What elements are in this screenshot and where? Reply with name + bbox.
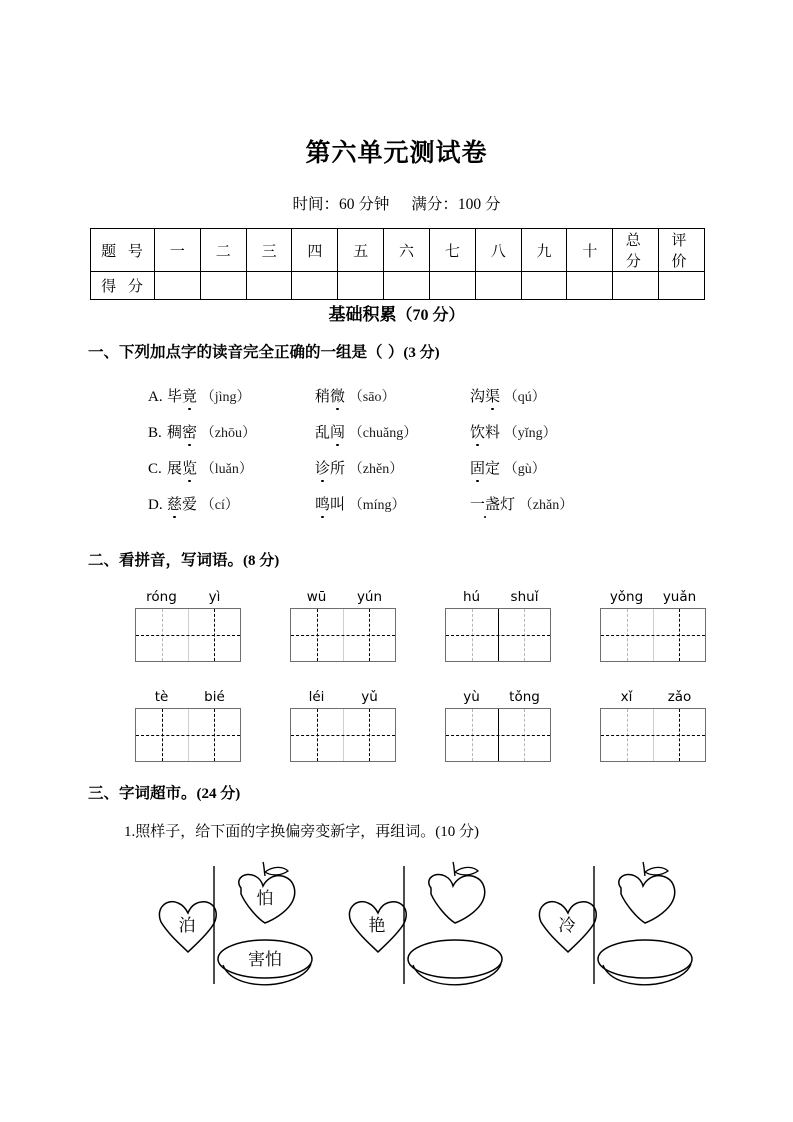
radical-swap-illustration-1	[145, 860, 335, 995]
pinyin-grid-group-7	[445, 689, 551, 762]
table-cell-col-5: 五	[338, 229, 384, 272]
score-cell-8[interactable]	[475, 272, 521, 300]
question-3-text: 三、字词超市。	[88, 784, 197, 802]
pinyin-grid-group-6	[290, 689, 396, 762]
grid-horizontal-line	[136, 635, 240, 636]
score-cell-5[interactable]	[338, 272, 384, 300]
writing-grid-8[interactable]	[600, 708, 706, 762]
choice-b-item-2: 乱闯 （chuǎng）	[315, 421, 470, 442]
choice-d-item-2: 鸣叫 （míng）	[315, 493, 470, 514]
pinyin-label-2: wū yún	[306, 589, 383, 605]
table-cell-col-2: 二	[200, 229, 246, 272]
page-title: 第六单元测试卷	[305, 138, 488, 167]
writing-grid-3[interactable]	[445, 608, 551, 662]
score-cell-2[interactable]	[200, 272, 246, 300]
oval-shape-2	[408, 940, 502, 978]
pinyin-grid-group-2	[290, 589, 396, 662]
grid-horizontal-line	[601, 735, 705, 736]
heart-character-3: 冷	[558, 916, 576, 936]
choice-c-item-2: 诊所 （zhěn）	[315, 457, 470, 478]
choice-option-d[interactable]	[148, 493, 748, 514]
choice-option-a[interactable]	[148, 385, 748, 406]
grid-horizontal-line	[601, 635, 705, 636]
question-2-text: 二、看拼音，写词语。	[88, 551, 244, 569]
oval-shape-3	[598, 940, 692, 978]
row-label-question-number: 题 号	[91, 229, 155, 272]
apple-stem-3	[643, 862, 645, 876]
full-score-label: 满分：100 分	[411, 196, 501, 213]
exam-meta	[0, 192, 793, 214]
table-cell-col-3: 三	[246, 229, 292, 272]
table-cell-col-10: 十	[567, 229, 613, 272]
pinyin-grid-group-4	[600, 589, 706, 662]
choice-c-item-3: 固定 （gù）	[470, 457, 546, 478]
question-3-sub-1: 1.照样子，给下面的字换偏旁变新字，再组词。(10 分)	[124, 824, 479, 840]
section-banner-basics	[0, 300, 793, 325]
pinyin-label-8: xǐ zǎo	[620, 689, 692, 705]
pinyin-label-3: hú shuǐ	[462, 589, 539, 605]
apple-character-1: 怕	[256, 889, 274, 909]
apple-stem-1	[263, 862, 265, 876]
writing-grid-6[interactable]	[290, 708, 396, 762]
score-cell-7[interactable]	[429, 272, 475, 300]
table-cell-col-9: 九	[521, 229, 567, 272]
pinyin-label-1: róng yì	[146, 589, 221, 605]
score-table	[90, 228, 705, 300]
grid-horizontal-line	[446, 635, 550, 636]
choice-d-item-1: 慈爱 （cí）	[167, 493, 315, 514]
heart-character-2: 艳	[368, 916, 386, 936]
choice-letter-c: C.	[148, 461, 162, 477]
table-cell-col-8: 八	[475, 229, 521, 272]
radical-swap-group-3	[525, 860, 715, 995]
apple-shape-3	[619, 874, 675, 923]
score-cell-4[interactable]	[292, 272, 338, 300]
pinyin-grid-group-8	[600, 689, 706, 762]
question-1-text: 一、下列加点字的读音完全正确的一组是（ ）	[88, 343, 404, 361]
question-3-heading	[88, 781, 240, 803]
choice-c-item-1: 展览 （luǎn）	[167, 457, 315, 478]
table-cell-col-1: 一	[155, 229, 201, 272]
writing-grid-7[interactable]	[445, 708, 551, 762]
table-row-question-numbers	[91, 229, 705, 272]
choice-a-item-1: 毕竟 （jìng）	[167, 385, 315, 406]
grid-horizontal-line	[291, 635, 395, 636]
apple-leaf-1	[265, 867, 288, 875]
choice-b-item-3: 饮料 （yǐng）	[470, 421, 557, 442]
table-cell-evaluation: 评 价	[659, 229, 705, 272]
radical-swap-illustration-3	[525, 860, 715, 995]
radical-swap-illustration-2	[335, 860, 525, 995]
score-cell-3[interactable]	[246, 272, 292, 300]
choice-letter-d: D.	[148, 497, 163, 513]
pinyin-grid-group-1	[135, 589, 241, 662]
choice-a-item-3: 沟渠 （qú）	[470, 385, 546, 406]
apple-leaf-3	[645, 867, 668, 875]
score-cell-1[interactable]	[155, 272, 201, 300]
score-cell-evaluation[interactable]	[659, 272, 705, 300]
writing-grid-1[interactable]	[135, 608, 241, 662]
question-2-points: (8 分)	[243, 553, 280, 569]
grid-horizontal-line	[446, 735, 550, 736]
choice-letter-b: B.	[148, 425, 162, 441]
choice-option-c[interactable]	[148, 457, 748, 478]
choice-letter-a: A.	[148, 389, 163, 405]
row-label-score: 得 分	[91, 272, 155, 300]
writing-grid-2[interactable]	[290, 608, 396, 662]
question-3-points: (24 分)	[196, 786, 241, 802]
writing-grid-5[interactable]	[135, 708, 241, 762]
section-banner-points: （70 分）	[396, 307, 465, 324]
choice-option-b[interactable]	[148, 421, 748, 442]
score-cell-10[interactable]	[567, 272, 613, 300]
question-1-points: (3 分)	[403, 345, 440, 361]
grid-horizontal-line	[136, 735, 240, 736]
grid-horizontal-line	[291, 735, 395, 736]
pinyin-grid-group-5	[135, 689, 241, 762]
radical-swap-group-2	[335, 860, 525, 995]
table-cell-col-7: 七	[429, 229, 475, 272]
choice-b-item-1: 稠密 （zhōu）	[167, 421, 315, 442]
apple-shape-2	[429, 874, 485, 923]
writing-grid-4[interactable]	[600, 608, 706, 662]
table-cell-total: 总 分	[613, 229, 659, 272]
pinyin-label-5: tè bié	[154, 689, 225, 705]
score-cell-total[interactable]	[613, 272, 659, 300]
oval-word-1: 害怕	[248, 950, 282, 970]
apple-stem-2	[453, 862, 455, 876]
pinyin-label-4: yǒng yuǎn	[609, 589, 697, 605]
heart-character-1: 泊	[178, 916, 196, 936]
section-banner-text: 基础积累	[328, 305, 397, 325]
score-cell-6[interactable]	[384, 272, 430, 300]
table-cell-col-6: 六	[384, 229, 430, 272]
question-1-heading	[88, 340, 440, 362]
table-cell-col-4: 四	[292, 229, 338, 272]
table-row-scores	[91, 272, 705, 300]
pinyin-label-7: yù tǒng	[463, 689, 540, 705]
pinyin-grid-group-3	[445, 589, 551, 662]
radical-swap-group-1	[145, 860, 335, 995]
score-cell-9[interactable]	[521, 272, 567, 300]
question-2-heading	[88, 548, 279, 570]
choice-a-item-2: 稍微 （sāo）	[315, 385, 470, 406]
pinyin-label-6: léi yǔ	[308, 689, 378, 705]
choice-d-item-3: 一盏灯 （zhǎn）	[470, 493, 573, 514]
time-label: 时间：60 分钟	[292, 196, 390, 213]
apple-leaf-2	[455, 867, 478, 875]
